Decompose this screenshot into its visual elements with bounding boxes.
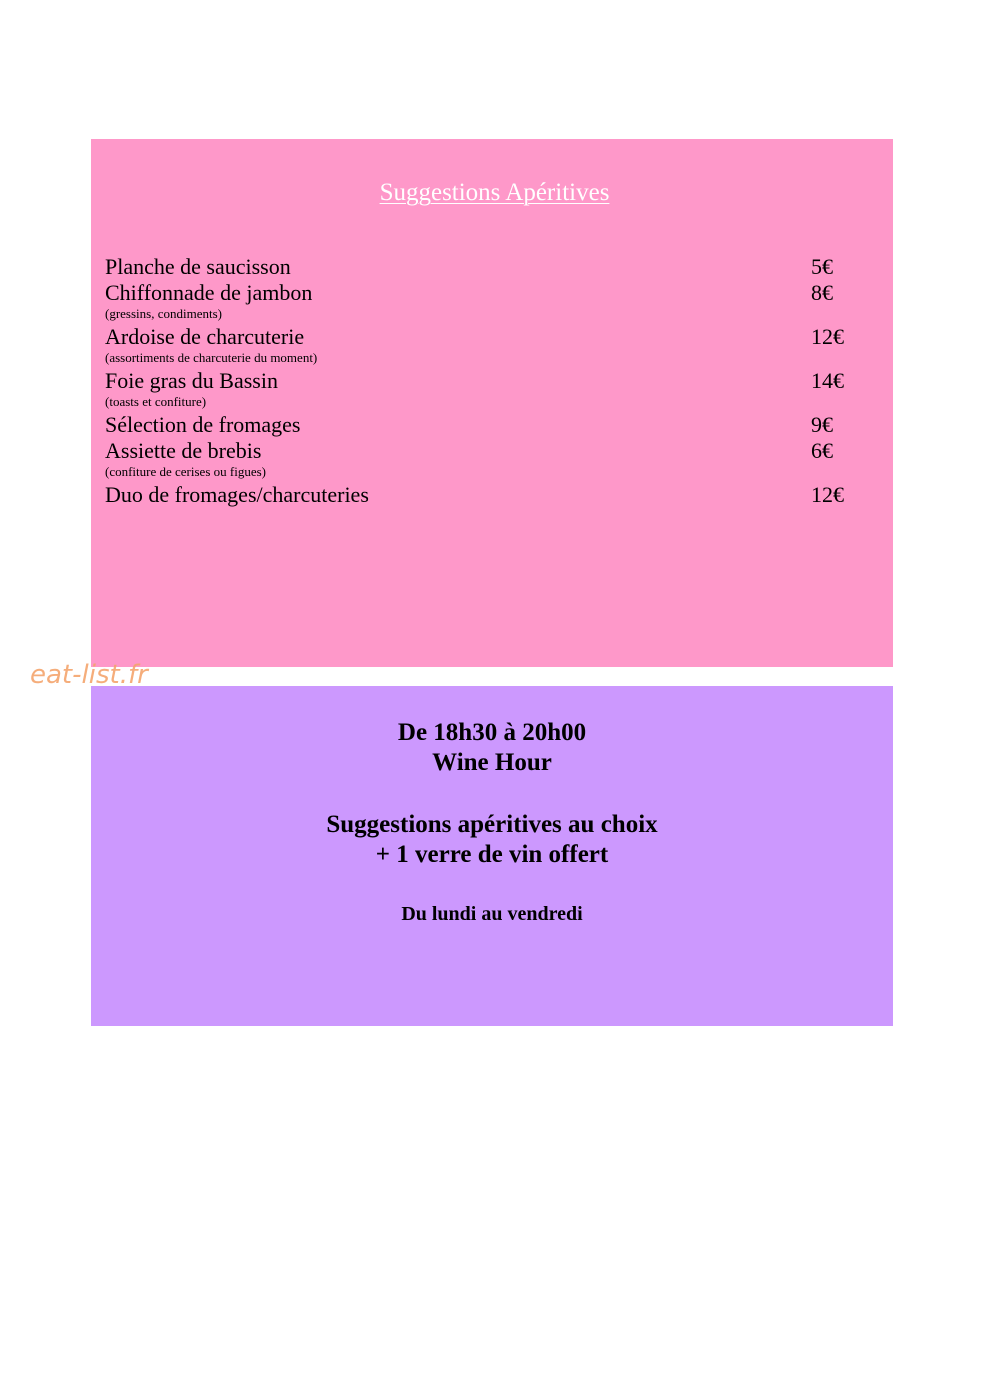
item-name: Duo de fromages/charcuteries xyxy=(105,482,369,507)
item-price: 12€ xyxy=(811,482,844,507)
item-price: 6€ xyxy=(811,438,833,463)
item-description: (assortiments de charcuterie du moment) xyxy=(105,350,318,365)
item-name: Assiette de brebis xyxy=(105,438,262,463)
item-name: Chiffonnade de jambon xyxy=(105,280,313,305)
item-price: 12€ xyxy=(811,324,844,349)
menu-title: Suggestions Apéritives xyxy=(379,179,610,206)
wine-hour-time: De 18h30 à 20h00 xyxy=(397,719,587,746)
menu-item xyxy=(105,368,847,410)
wine-hour-offer-line1: Suggestions apéritives au choix xyxy=(326,811,658,838)
menu-item xyxy=(105,438,847,480)
watermark: eat-list.fr xyxy=(30,660,148,690)
item-price: 5€ xyxy=(811,254,833,279)
item-price: 14€ xyxy=(811,368,844,393)
menu-item xyxy=(105,412,847,438)
item-description: (toasts et confiture) xyxy=(105,394,207,409)
menu-item xyxy=(105,482,847,508)
menu-item xyxy=(105,280,847,322)
menu-item xyxy=(105,254,847,280)
menu-item xyxy=(105,324,847,366)
item-name: Sélection de fromages xyxy=(105,412,301,437)
wine-hour-title: Wine Hour xyxy=(432,749,552,776)
item-name: Planche de saucisson xyxy=(105,254,291,279)
item-name: Ardoise de charcuterie xyxy=(105,324,305,349)
item-price: 8€ xyxy=(811,280,833,305)
item-name: Foie gras du Bassin xyxy=(105,368,278,393)
item-description: (confiture de cerises ou figues) xyxy=(105,464,266,479)
item-description: (gressins, condiments) xyxy=(105,306,222,321)
wine-hour-offer-line2: + 1 verre de vin offert xyxy=(375,841,609,868)
item-price: 9€ xyxy=(811,412,833,437)
wine-hour-days: Du lundi au vendredi xyxy=(401,903,583,925)
